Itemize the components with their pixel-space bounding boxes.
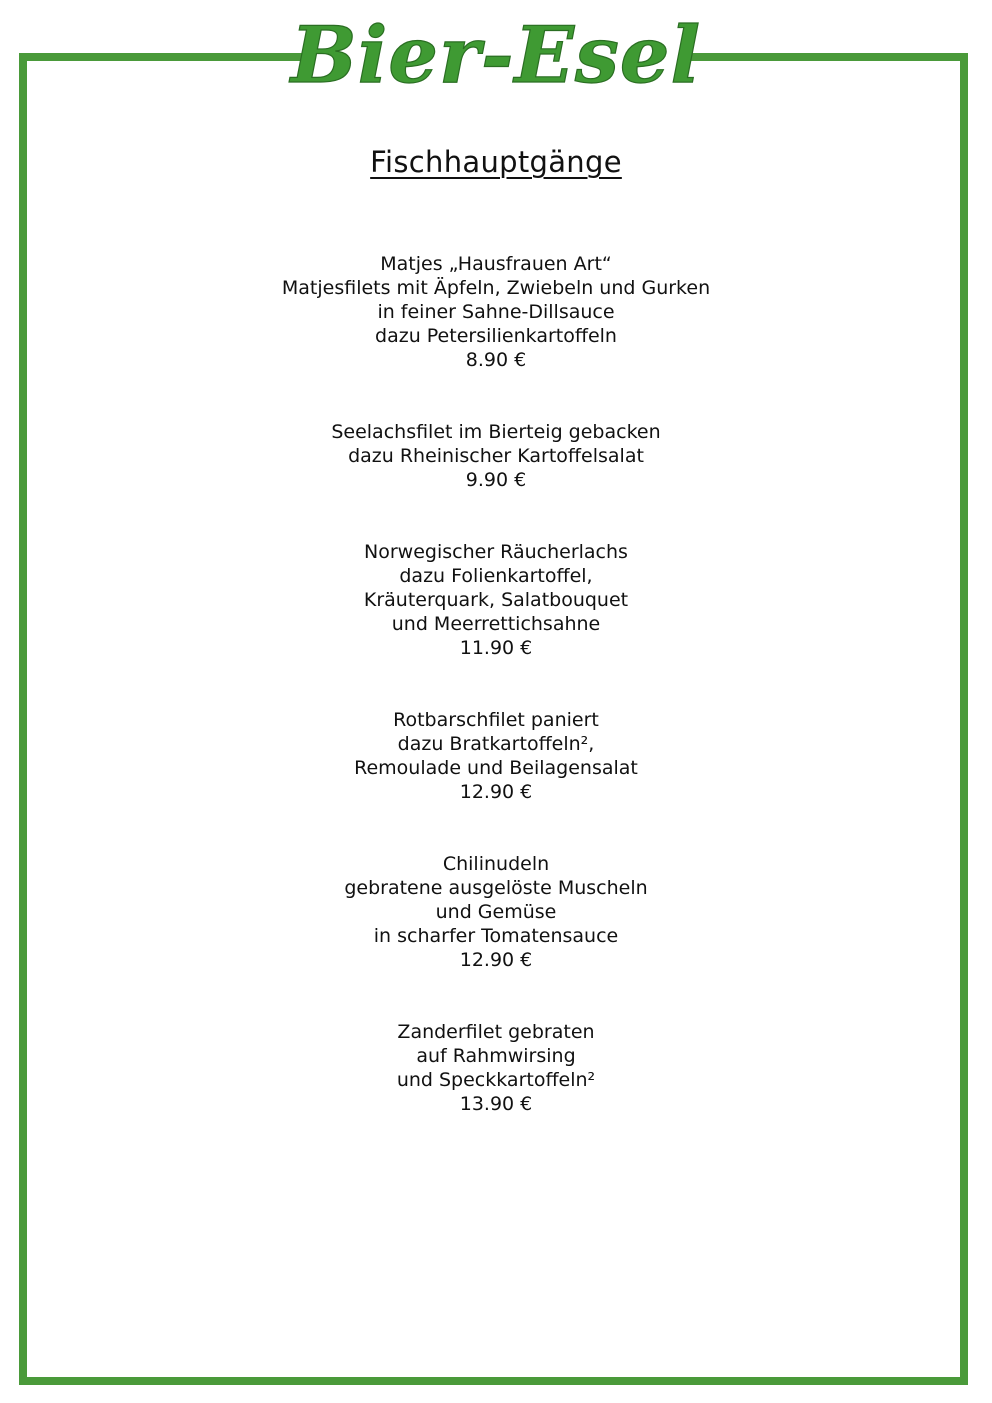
menu-item-price: 12.90 € xyxy=(459,949,533,971)
menu-item-name: Matjes „Hausfrauen Art“ xyxy=(380,253,612,275)
menu-item-description: dazu Bratkartoffeln², xyxy=(397,733,595,755)
frame-top-right xyxy=(688,53,968,61)
menu-item-description: dazu Folienkartoffel, xyxy=(399,565,593,587)
menu-item xyxy=(0,708,992,804)
brand-logo-text: Bier-Esel xyxy=(290,10,702,101)
brand-logo xyxy=(290,6,702,102)
menu-item-price: 12.90 € xyxy=(459,781,533,803)
page-title: Fischhauptgänge xyxy=(370,145,622,179)
menu-item-description: Matjesfilets mit Äpfeln, Zwiebeln und Gurken xyxy=(281,277,711,299)
menu-item-name: Seelachsfilet im Bierteig gebacken xyxy=(331,421,661,443)
menu-item-price: 8.90 € xyxy=(465,349,527,371)
menu-item-description: dazu Petersilienkartoffeln xyxy=(375,325,617,347)
menu-item xyxy=(0,252,992,372)
menu-item-name: Rotbarschfilet paniert xyxy=(393,709,599,731)
menu-item-description: dazu Rheinischer Kartoffelsalat xyxy=(348,445,644,467)
menu-item-description: und Gemüse xyxy=(435,901,557,923)
menu-item-name: Zanderfilet gebraten xyxy=(397,1021,595,1043)
menu-item xyxy=(0,852,992,972)
frame-bottom xyxy=(19,1377,968,1385)
menu-item-price: 9.90 € xyxy=(465,469,527,491)
menu-item-description: in scharfer Tomatensauce xyxy=(373,925,619,947)
menu-item-name: Chilinudeln xyxy=(442,853,550,875)
menu-item-description: auf Rahmwirsing xyxy=(416,1045,576,1067)
menu-item-description: gebratene ausgelöste Muscheln xyxy=(344,877,648,899)
menu-item xyxy=(0,420,992,492)
menu-item-name: Norwegischer Räucherlachs xyxy=(364,541,628,563)
menu-item xyxy=(0,1020,992,1116)
menu-item xyxy=(0,540,992,660)
menu-item-price: 13.90 € xyxy=(459,1093,533,1115)
menu-item-price: 11.90 € xyxy=(459,637,533,659)
menu-item-description: und Speckkartoffeln² xyxy=(396,1069,596,1091)
menu-item-description: Remoulade und Beilagensalat xyxy=(354,757,638,779)
menu-item-description: Kräuterquark, Salatbouquet xyxy=(363,589,629,611)
frame-top-left xyxy=(19,53,308,61)
menu-item-description: und Meerrettichsahne xyxy=(391,613,601,635)
menu-item-description: in feiner Sahne-Dillsauce xyxy=(377,301,615,323)
